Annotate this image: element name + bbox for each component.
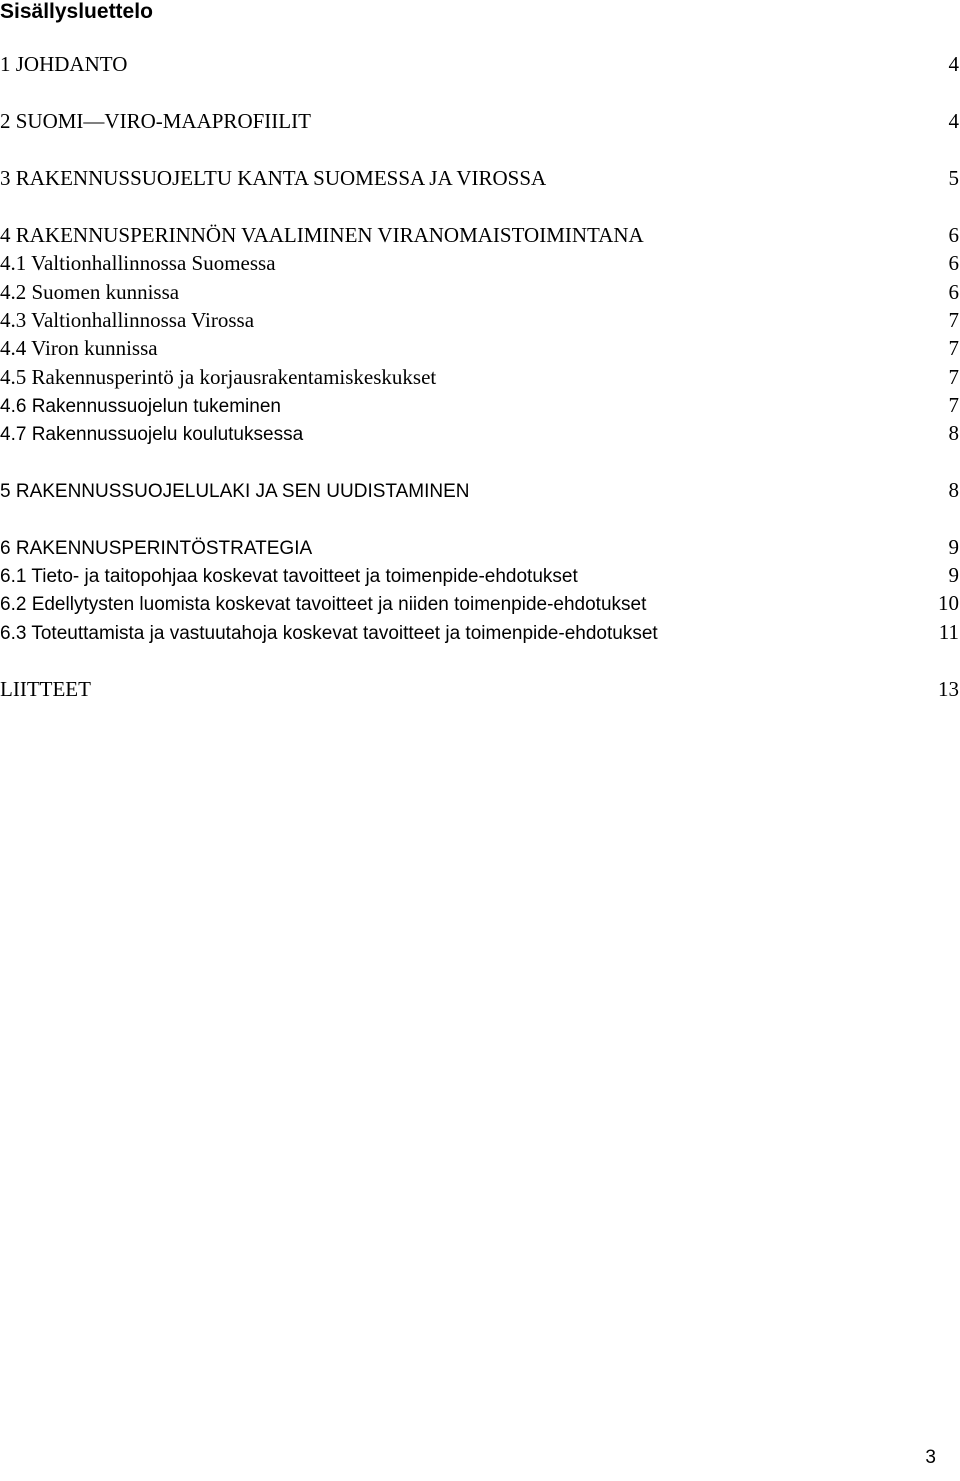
toc-entry xyxy=(0,278,960,306)
toc-entry-page: 9 xyxy=(948,563,959,587)
toc-entry-page: 11 xyxy=(938,620,959,644)
toc-entry-label: 4.3 Valtionhallinnossa Virossa xyxy=(0,308,255,332)
toc-entry xyxy=(0,589,960,617)
toc-entry-label: 5 RAKENNUSSUOJELULAKI JA SEN UUDISTAMINEN xyxy=(0,481,470,502)
toc-entry-label: 4.6 Rakennussuojelun tukeminen xyxy=(0,396,281,417)
toc-entry xyxy=(0,50,960,78)
toc-entry xyxy=(0,107,960,135)
toc-entry xyxy=(0,306,960,334)
toc-entry-page: 7 xyxy=(948,365,959,389)
toc-entry-page: 10 xyxy=(938,591,959,615)
toc-entry-label: 6.1 Tieto- ja taitopohjaa koskevat tavoitteet ja toimenpide-ehdotukset xyxy=(0,566,578,587)
toc-entry-label: 4.2 Suomen kunnissa xyxy=(0,280,180,304)
toc-entry-page: 5 xyxy=(948,166,959,190)
toc-entry-label: 2 SUOMI—VIRO-MAAPROFIILIT xyxy=(0,109,311,133)
toc-entry xyxy=(0,391,960,419)
toc-entry-label: 4.5 Rakennusperintö ja korjausrakentamiskeskukset xyxy=(0,365,437,389)
toc-entry-label: 6.3 Toteuttamista ja vastuutahoja koskevat tavoitteet ja toimenpide-ehdotukset xyxy=(0,623,658,644)
toc-entry-page: 8 xyxy=(948,421,959,445)
toc-entry-page: 6 xyxy=(948,280,959,304)
toc-entry-label: LIITTEET xyxy=(0,677,91,701)
toc-entry xyxy=(0,419,960,447)
toc-entry-page: 7 xyxy=(948,393,959,417)
toc-entry xyxy=(0,249,960,277)
toc-entry-label: 3 RAKENNUSSUOJELTU KANTA SUOMESSA JA VIROSSA xyxy=(0,166,547,190)
toc-entry-page: 6 xyxy=(948,223,959,247)
toc-entry xyxy=(0,164,960,192)
toc-entry-label: 4 RAKENNUSPERINNÖN VAALIMINEN VIRANOMAISTOIMINTANA xyxy=(0,223,644,247)
toc-entry-page: 7 xyxy=(948,336,959,360)
toc-entry xyxy=(0,533,960,561)
toc-entry-page: 4 xyxy=(948,52,959,76)
toc-entry xyxy=(0,618,960,646)
toc-entry-page: 7 xyxy=(948,308,959,332)
toc-entry xyxy=(0,334,960,362)
toc-entry-label: 4.1 Valtionhallinnossa Suomessa xyxy=(0,251,276,275)
toc-entry-label: 6.2 Edellytysten luomista koskevat tavoitteet ja niiden toimenpide-ehdotukset xyxy=(0,594,647,615)
toc-entry-page: 4 xyxy=(948,109,959,133)
toc-title: Sisällysluettelo xyxy=(0,0,153,23)
toc-entry xyxy=(0,221,960,249)
toc-entry-label: 1 JOHDANTO xyxy=(0,52,128,76)
toc-entry-page: 13 xyxy=(938,677,959,701)
toc-entry xyxy=(0,363,960,391)
toc-entry-label: 6 RAKENNUSPERINTÖSTRATEGIA xyxy=(0,538,313,559)
page-number: 3 xyxy=(925,1447,936,1468)
toc-entry xyxy=(0,675,960,703)
toc-entry-page: 6 xyxy=(948,251,959,275)
toc-entry xyxy=(0,476,960,504)
toc-entry-page: 9 xyxy=(948,535,959,559)
toc-entry xyxy=(0,561,960,589)
toc-entry-label: 4.7 Rakennussuojelu koulutuksessa xyxy=(0,424,304,445)
toc-entry-page: 8 xyxy=(948,478,959,502)
toc-entry-label: 4.4 Viron kunnissa xyxy=(0,336,158,360)
